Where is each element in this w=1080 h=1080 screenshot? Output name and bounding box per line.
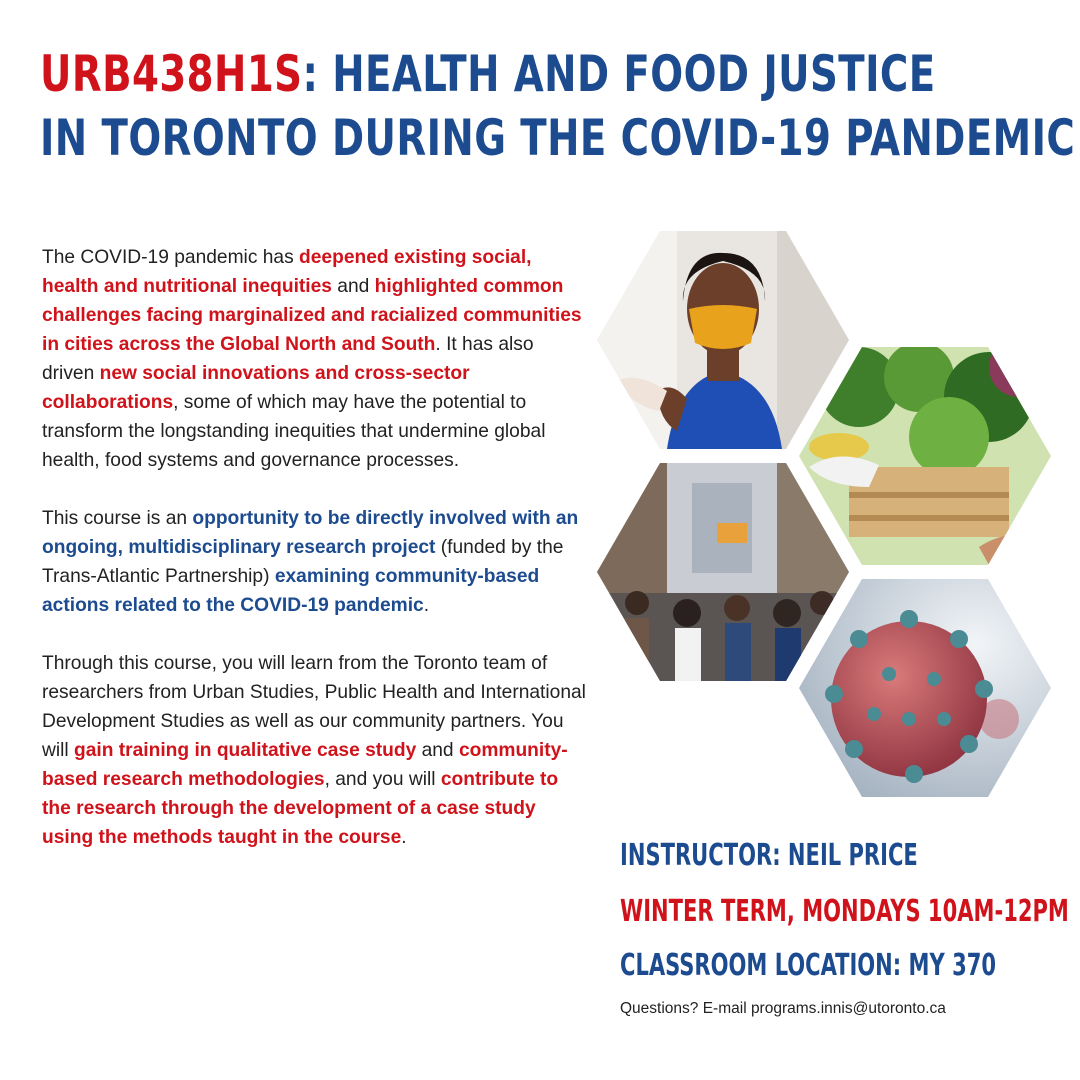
text: , and you will — [324, 769, 441, 790]
highlight: contribute to the research through the development of a case study using the methods taught in the course — [42, 769, 559, 848]
text: Through this course, you will learn from the Toronto team of researchers from Urban Studies, Public Health and International Development Studies as well as our community partners. You will — [42, 653, 586, 761]
highlight: community-based research methodologies — [42, 740, 568, 790]
highlight: highlighted common challenges facing marginalized and racialized communities in cities across the Global North and South — [42, 276, 582, 355]
paragraph-1 — [42, 243, 590, 475]
text: . — [423, 595, 430, 616]
text: . It has also driven — [42, 334, 534, 384]
text: and — [331, 276, 375, 297]
text: . — [401, 827, 407, 848]
title-line1: : HEALTH AND FOOD JUSTICE — [302, 45, 936, 103]
course-code: URB438H1S — [40, 45, 303, 103]
vaccination-photo — [597, 231, 849, 449]
contact-email[interactable]: Questions? E-mail programs.innis@utoronto.ca — [620, 1000, 946, 1017]
text: and — [416, 740, 459, 761]
text: , some of which may have the potential to transform the longstanding inequities that undermine global health, food systems and governance processes. — [42, 392, 546, 471]
term-info: WINTER TERM, MONDAYS 10AM-12PM — [620, 894, 1069, 929]
course-description — [42, 243, 590, 881]
vegetable-crate-photo — [799, 347, 1051, 565]
paragraph-2 — [42, 504, 590, 620]
instructor-info: INSTRUCTOR: NEIL PRICE — [620, 838, 918, 873]
page-title — [40, 42, 1076, 170]
highlight: new social innovations and cross-sector collaborations — [42, 363, 470, 413]
highlight: gain training in qualitative case study — [73, 740, 417, 761]
location-info: CLASSROOM LOCATION: MY 370 — [620, 948, 997, 983]
paragraph-3 — [42, 649, 590, 852]
text: (funded by the Trans-Atlantic Partnership) — [42, 537, 564, 587]
text: This course is an — [42, 508, 193, 529]
highlight: examining community-based actions related to the COVID-19 pandemic — [42, 566, 540, 616]
title-line2: IN TORONTO DURING THE COVID-19 PANDEMIC — [40, 109, 1076, 167]
text: The COVID-19 pandemic has — [42, 247, 300, 268]
city-crowd-photo — [597, 463, 849, 681]
highlight: deepened existing social, health and nutritional inequities — [42, 247, 532, 297]
coronavirus-photo — [799, 579, 1051, 797]
highlight: opportunity to be directly involved with an ongoing, multidisciplinary research project — [42, 508, 579, 558]
